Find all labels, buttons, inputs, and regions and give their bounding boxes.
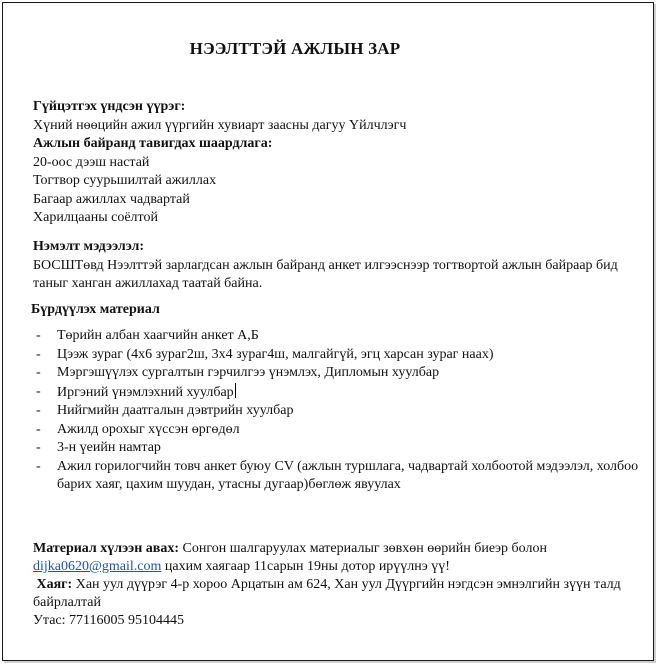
duties-text: Хүний нөөцийн ажил үүргийн хувиарт заасны дагуу Үйлчлэгч bbox=[33, 117, 407, 133]
additional-heading: Нэмэлт мэдээлэл: bbox=[33, 239, 145, 254]
list-bullet: - bbox=[36, 421, 41, 437]
list-bullet: - bbox=[36, 383, 41, 399]
email-link[interactable]: dijka0620@gmail.com bbox=[33, 559, 162, 574]
material-text: Цээж зураг (4х6 зураг2ш, 3х4 зураг4ш, малгайгүй, эгц харсан зураг наах) bbox=[57, 346, 494, 362]
requirement-item: Харилцааны соёлтой bbox=[33, 210, 158, 225]
additional-text: БОСШТөвд Нээлттэй зарлагдсан ажлын байранд анкет илгээснээр тогтвортой ажлын байраар бид таныг ханган ажиллахад таатай байна. bbox=[33, 257, 618, 291]
list-bullet: - bbox=[36, 328, 41, 343]
list-item bbox=[33, 402, 658, 420]
material-text: Мэргэшүүлэх сургалтын гэрчилгээ үнэмлэх, Дипломын хуулбар bbox=[57, 365, 440, 380]
list-item bbox=[33, 421, 658, 439]
list-bullet: - bbox=[36, 440, 41, 455]
additional-info-section bbox=[33, 238, 645, 294]
material-text: Нийгмийн даатгалын дэвтрийн хуулбар bbox=[57, 403, 294, 418]
email-suffix: цахим хаягаар 11сарын 19ны дотор ирүүлнэ үү! bbox=[161, 559, 450, 574]
contact-section bbox=[33, 540, 645, 630]
list-item bbox=[33, 327, 658, 345]
materials-list bbox=[33, 327, 658, 494]
page-title: НЭЭЛТТЭЙ АЖЛЫН ЗАР bbox=[189, 39, 401, 58]
document-page bbox=[2, 2, 654, 661]
requirement-item: 20-оос дээш настай bbox=[33, 154, 150, 170]
list-item bbox=[33, 458, 658, 494]
list-item bbox=[33, 346, 658, 364]
address-label: Хаяг: bbox=[36, 577, 73, 592]
duties-requirements-section bbox=[33, 98, 643, 228]
materials-heading: Бүрдүүлэх материал bbox=[31, 302, 160, 317]
list-item bbox=[33, 383, 658, 402]
list-item bbox=[33, 439, 658, 457]
address-text: Хан уул дүүрэг 4-р хороо Арцатын ам 624, Хан уул Дүүргийн нэгдсэн эмнэлгийн зүүн талд байрлалтай bbox=[33, 577, 621, 610]
receive-label: Материал хүлээн авах: bbox=[33, 541, 180, 556]
material-text: Иргэний үнэмлэхний хуулбар bbox=[57, 384, 234, 400]
duties-heading: Гүйцэтгэх үндсэн үүрэг: bbox=[33, 99, 186, 114]
requirement-item: Багаар ажиллах чадвартай bbox=[33, 191, 190, 207]
material-text: Ажил горилогчийн товч анкет буюу CV (ажлын туршлага, чадвартай холбоотой мэдээлэл, холбоо барих хаяг, цахим шуудан, утасны дугаар)бөглөж явуулах bbox=[57, 458, 639, 492]
material-text: Ажилд орохыг хүссэн өргөдөл bbox=[57, 421, 240, 437]
address-line bbox=[33, 576, 645, 612]
receive-text: Сонгон шалгаруулах материалыг зөвхөн өөрийн биеэр болон bbox=[179, 541, 547, 556]
material-text: Төрийн албан хаагчийн анкет А,Б bbox=[57, 328, 259, 343]
list-bullet: - bbox=[36, 365, 41, 380]
list-bullet: - bbox=[36, 403, 41, 418]
list-bullet: - bbox=[36, 346, 41, 362]
list-bullet: - bbox=[36, 458, 41, 474]
material-text: 3-н үеийн намтар bbox=[57, 440, 161, 455]
list-item bbox=[33, 364, 658, 382]
requirements-heading: Ажлын байранд тавигдах шаардлага: bbox=[33, 136, 273, 151]
phone-line: Утас: 77116005 95104445 bbox=[33, 613, 184, 628]
requirement-item: Тогтвор суурьшилтай ажиллах bbox=[33, 173, 217, 188]
text-cursor bbox=[235, 383, 236, 398]
receive-line bbox=[33, 540, 645, 558]
email-line bbox=[33, 558, 645, 576]
